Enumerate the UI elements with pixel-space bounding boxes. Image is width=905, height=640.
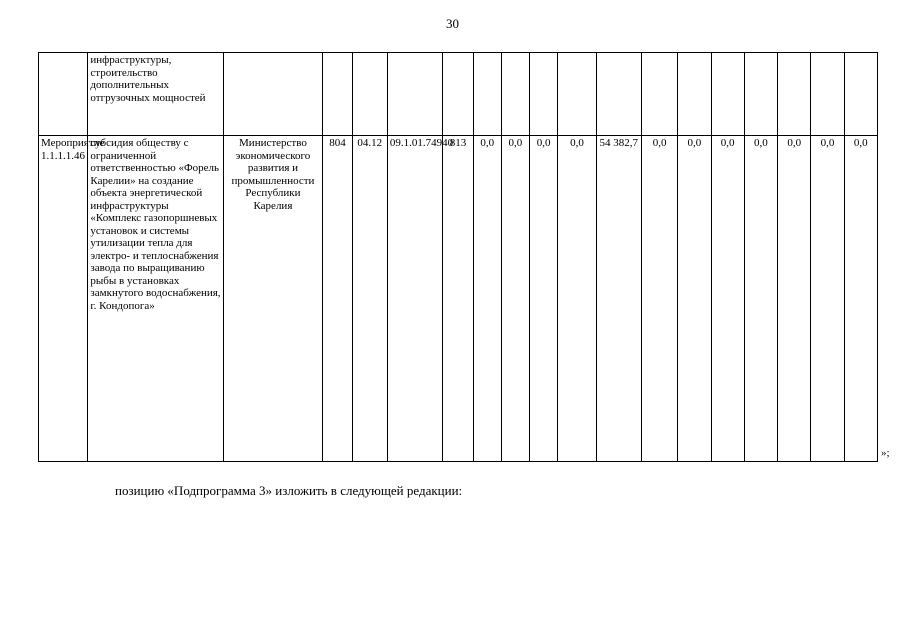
cell-value (501, 53, 529, 136)
cell-value (473, 53, 501, 136)
cell-vr (443, 53, 473, 136)
cell-value (530, 53, 558, 136)
cell-value (811, 53, 844, 136)
cell-value (711, 53, 744, 136)
cell-value: 0,0 (811, 136, 844, 462)
cell-grbs (323, 53, 352, 136)
cell-description: субсидия обществу с ограниченной ответственностью «Форель Карелии» на создание объекта энергетической инфраструктуры «Комплекс газопоршневых установок и системы утилизации тепла для электро- и теплоснабжения завода по выращиванию рыбы в установках замкнутого водоснабжения, г. Кондопога» (88, 136, 223, 462)
cell-vr: 813 (443, 136, 473, 462)
cell-executor (223, 53, 323, 136)
cell-rzpr: 04.12 (352, 136, 387, 462)
cell-name: Мероприятие 1.1.1.1.46 (39, 136, 88, 462)
cell-value: 0,0 (711, 136, 744, 462)
cell-value (678, 53, 711, 136)
cell-value: 0,0 (678, 136, 711, 462)
budget-table (38, 52, 878, 462)
cell-name (39, 53, 88, 136)
cell-executor: Министерство экономического развития и промышленности Республики Карелия (223, 136, 323, 462)
cell-value (744, 53, 777, 136)
cell-value: 0,0 (558, 136, 596, 462)
table-row (39, 53, 878, 136)
cell-value: 0,0 (778, 136, 811, 462)
cell-rzpr (352, 53, 387, 136)
cell-value: 0,0 (641, 136, 677, 462)
cell-csr: 09.1.01.74940 (387, 136, 442, 462)
instruction-text: позицию «Подпрограмма 3» изложить в следующей редакции: (115, 483, 463, 498)
cell-csr (387, 53, 442, 136)
table-row (39, 136, 878, 462)
cell-grbs: 804 (323, 136, 352, 462)
closing-quote-mark: »; (881, 447, 890, 459)
cell-value: 54 382,7 (596, 136, 641, 462)
cell-value (596, 53, 641, 136)
cell-value: 0,0 (473, 136, 501, 462)
cell-value (558, 53, 596, 136)
cell-value: 0,0 (744, 136, 777, 462)
cell-value (641, 53, 677, 136)
cell-value (844, 53, 877, 136)
cell-value: 0,0 (501, 136, 529, 462)
cell-value: 0,0 (530, 136, 558, 462)
cell-value: 0,0 (844, 136, 877, 462)
cell-description: инфраструктуры, строительство дополнительных отгрузочных мощностей (88, 53, 223, 136)
page-number: 30 (446, 16, 459, 31)
cell-value (778, 53, 811, 136)
